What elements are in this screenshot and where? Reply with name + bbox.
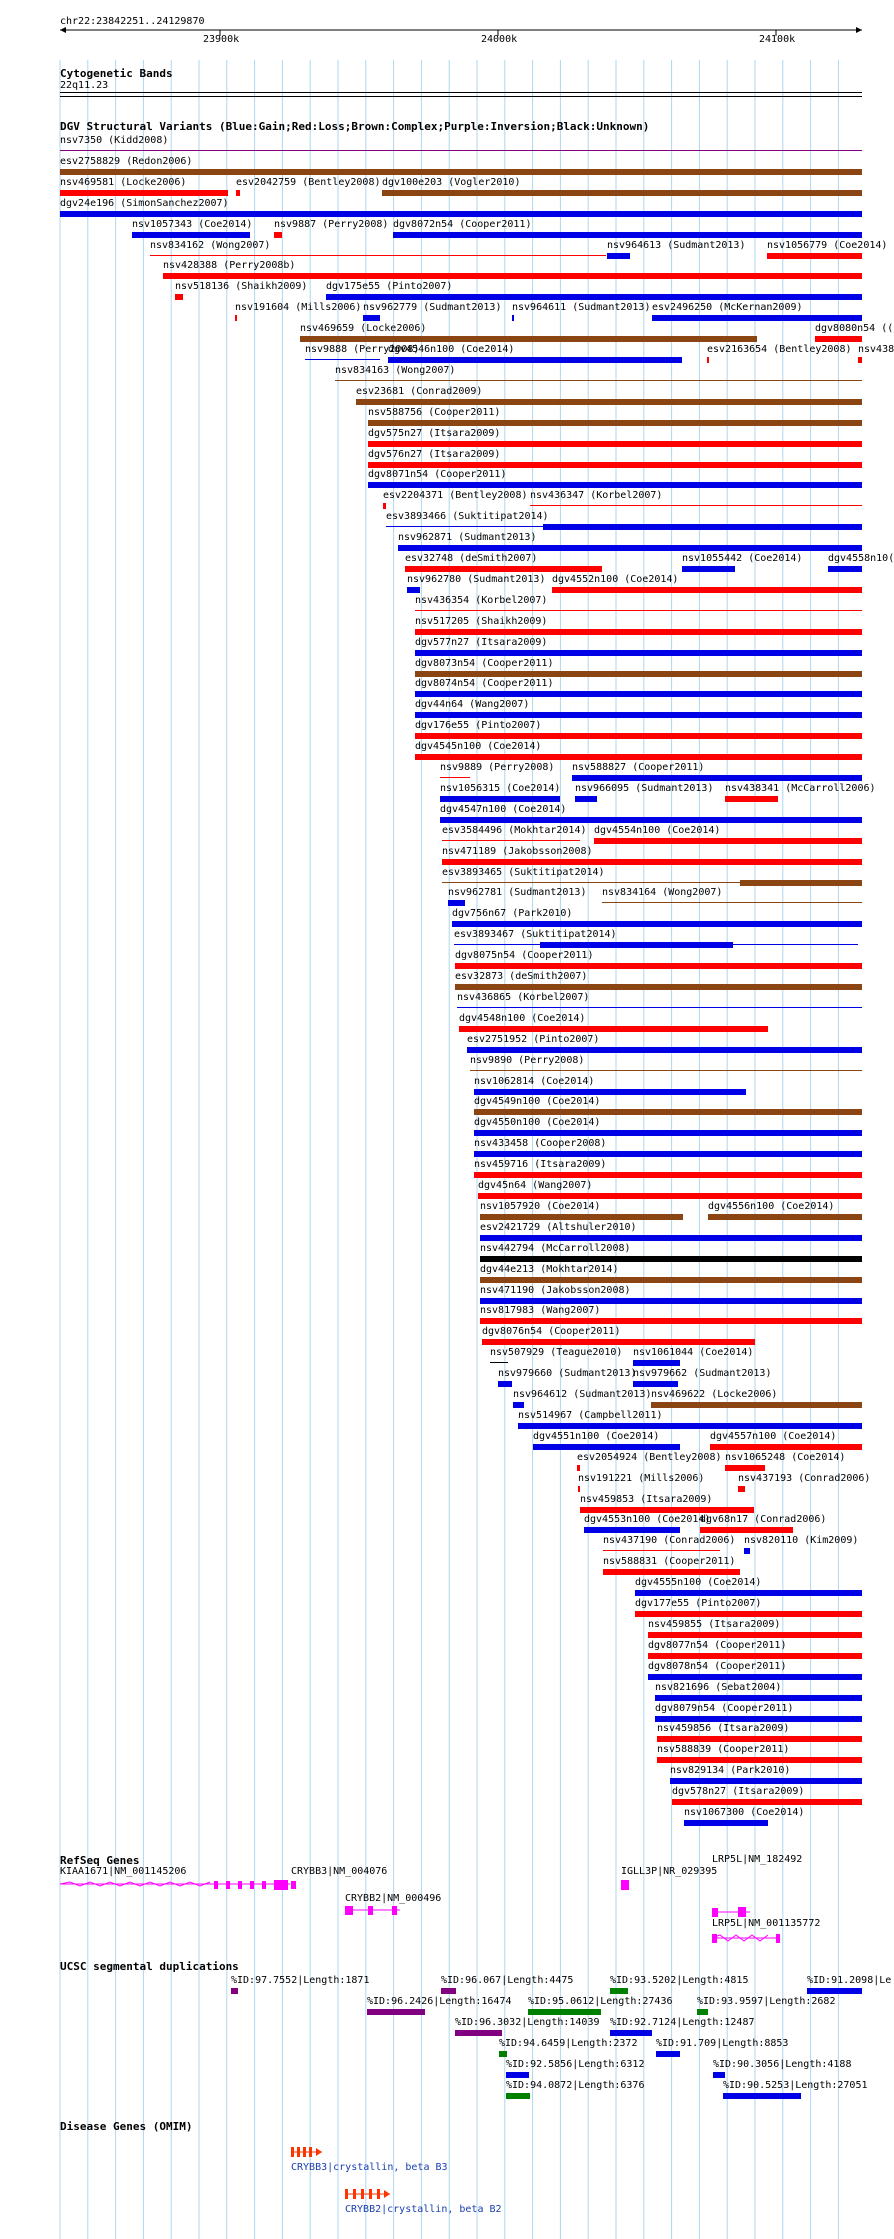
sv-label[interactable]: nsv820110 (Kim2009) <box>744 1535 859 1547</box>
exon <box>345 1906 353 1915</box>
sv-bar[interactable] <box>648 1632 862 1638</box>
sv-label[interactable]: nsv471190 (Jakobsson2008) <box>480 1284 631 1296</box>
sv-bar[interactable] <box>368 420 862 426</box>
sv-label[interactable]: nsv436347 (Korbel2007) <box>530 490 663 502</box>
sv-bar[interactable] <box>594 838 862 844</box>
sv-bar[interactable] <box>150 255 606 256</box>
sv-bar[interactable] <box>383 503 386 509</box>
sv-bar[interactable] <box>60 169 862 175</box>
segdup-bar[interactable] <box>807 1988 862 1994</box>
sv-bar[interactable] <box>467 1047 862 1053</box>
sv-label[interactable]: esv32748 (deSmith2007) <box>405 553 538 564</box>
exon <box>214 1881 218 1889</box>
sv-label[interactable]: dgv177e55 (Pinto2007) <box>635 1598 762 1609</box>
sv-bar[interactable] <box>415 691 862 697</box>
sv-label[interactable]: nsv438 <box>858 344 894 355</box>
segdup-bar[interactable] <box>697 2009 708 2015</box>
location-label: chr22:23842251..24129870 <box>60 16 205 27</box>
sv-bar[interactable] <box>655 1695 862 1701</box>
sv-bar[interactable] <box>652 315 862 321</box>
sv-label[interactable]: nsv1057343 (Coe2014) <box>132 218 253 230</box>
sv-bar[interactable] <box>540 942 733 948</box>
exon <box>238 1881 242 1889</box>
sv-bar[interactable] <box>708 1214 862 1220</box>
omim-gene-models <box>0 2140 890 2230</box>
sv-label[interactable]: esv2042759 (Bentley2008) <box>236 176 381 188</box>
segdup-bar[interactable] <box>528 2009 601 2015</box>
sv-label[interactable]: esv23681 (Conrad2009) <box>356 385 483 397</box>
sv-bar[interactable] <box>407 587 420 593</box>
sv-bar[interactable] <box>442 840 580 841</box>
sv-bar[interactable] <box>682 566 735 572</box>
sv-bar[interactable] <box>455 984 862 990</box>
exon <box>262 1881 266 1889</box>
sv-label[interactable]: esv2204371 (Bentley2008) <box>383 490 528 502</box>
sv-bar[interactable] <box>474 1130 862 1136</box>
sv-label[interactable]: nsv514967 (Campbell2011) <box>518 1409 663 1421</box>
segdup-label[interactable]: %ID:92.7124|Length:12487 <box>610 2017 755 2028</box>
segdup-label[interactable]: %ID:93.9597|Length:2682 <box>697 1996 836 2007</box>
sv-label[interactable]: dgv4557n100 (Coe2014) <box>710 1430 837 1442</box>
sv-bar[interactable] <box>452 921 862 927</box>
sv-label[interactable]: dgv8073n54 (Cooper2011) <box>415 657 554 669</box>
sv-bar[interactable] <box>474 1089 746 1095</box>
sv-label[interactable]: nsv469622 (Locke2006) <box>651 1389 778 1400</box>
sv-label[interactable]: nsv964612 (Sudmant2013) <box>513 1389 652 1400</box>
sv-label[interactable]: nsv9889 (Perry2008) <box>440 762 555 773</box>
sv-label[interactable]: nsv436354 (Korbel2007) <box>415 594 548 606</box>
sv-bar[interactable] <box>480 1298 862 1304</box>
sv-label[interactable]: nsv1055442 (Coe2014) <box>682 553 803 564</box>
sv-bar[interactable] <box>356 399 862 405</box>
sv-label[interactable]: nsv979662 (Sudmant2013) <box>633 1368 772 1380</box>
sv-bar[interactable] <box>635 1611 862 1617</box>
sv-label[interactable]: nsv433458 (Cooper2008) <box>474 1138 607 1150</box>
exon <box>712 1908 718 1917</box>
sv-label[interactable]: nsv9887 (Perry2008) <box>274 218 389 230</box>
sv-bar[interactable] <box>60 211 862 217</box>
sv-label[interactable]: dgv44n64 (Wang2007) <box>415 699 530 711</box>
sv-bar[interactable] <box>60 190 228 196</box>
segdup-bar[interactable] <box>499 2051 507 2057</box>
segdup-label[interactable]: %ID:93.5202|Length:4815 <box>610 1975 749 1986</box>
sv-label[interactable]: nsv191221 (Mills2006) <box>578 1472 705 1484</box>
sv-label[interactable]: dgv4558n10( <box>828 553 894 564</box>
sv-label[interactable]: nsv517205 (Shaikh2009) <box>415 615 548 627</box>
sv-bar[interactable] <box>470 1070 862 1071</box>
sv-label[interactable]: dgv44e213 (Mokhtar2014) <box>480 1263 619 1275</box>
cytoband-track-title: Cytogenetic Bands <box>60 67 173 80</box>
refseq-gene-models <box>0 1860 890 1960</box>
sv-bar[interactable] <box>415 610 862 611</box>
sv-bar[interactable] <box>274 232 282 238</box>
sv-label[interactable]: nsv834164 (Wong2007) <box>602 887 723 899</box>
sv-bar[interactable] <box>326 294 862 300</box>
sv-label[interactable]: nsv459716 (Itsara2009) <box>474 1159 607 1171</box>
omim-gene-label[interactable]: CRYBB2|crystallin, beta B2 <box>345 2204 502 2215</box>
segdup-bar[interactable] <box>441 1988 456 1994</box>
sv-bar[interactable] <box>725 1465 765 1471</box>
sv-label[interactable]: nsv7350 (Kidd2008) <box>60 135 169 146</box>
sv-label[interactable]: nsv1061044 (Coe2014) <box>633 1347 754 1359</box>
sv-label[interactable]: dgv4553n100 (Coe2014) <box>584 1514 711 1526</box>
sv-bar[interactable] <box>132 232 250 238</box>
sv-label[interactable]: dgv577n27 (Itsara2009) <box>415 636 548 648</box>
segdup-label[interactable]: %ID:91.2098|Le <box>807 1975 892 1986</box>
sv-label[interactable]: esv2054924 (Bentley2008) <box>577 1451 722 1463</box>
sv-bar[interactable] <box>415 650 862 656</box>
sv-label[interactable]: dgv4551n100 (Coe2014) <box>533 1430 660 1442</box>
sv-bar[interactable] <box>744 1548 750 1554</box>
exon <box>621 1880 629 1890</box>
sv-label[interactable]: dgv4545n100 (Coe2014) <box>415 741 542 753</box>
sv-bar[interactable] <box>648 1653 862 1659</box>
sv-bar[interactable] <box>657 1757 862 1763</box>
segdup-label[interactable]: %ID:90.5253|Length:27051 <box>723 2080 868 2091</box>
sv-bar[interactable] <box>603 1550 720 1551</box>
refseq-gene-label[interactable]: IGLL3P|NR_029395 <box>621 1866 718 1877</box>
segdup-bar[interactable] <box>656 2051 680 2057</box>
sv-label[interactable]: nsv979660 (Sudmant2013) <box>498 1368 637 1380</box>
sv-bar[interactable] <box>672 1799 862 1805</box>
sv-bar[interactable] <box>368 462 862 468</box>
sv-label[interactable]: dgv24e196 (SimonSanchez2007) <box>60 197 229 209</box>
sv-bar[interactable] <box>578 1486 580 1492</box>
sv-label[interactable]: dgv100e203 (Vogler2010) <box>382 176 521 188</box>
sv-bar[interactable] <box>670 1778 862 1784</box>
segdup-bar[interactable] <box>367 2009 425 2015</box>
sv-label[interactable]: nsv442794 (McCarroll2008) <box>480 1242 631 1254</box>
sv-label[interactable]: nsv962780 (Sudmant2013) <box>407 573 546 585</box>
exon <box>392 1906 397 1915</box>
sv-bar[interactable] <box>236 190 240 196</box>
refseq-gene-label[interactable]: CRYBB3|NM_004076 <box>291 1866 388 1877</box>
sv-bar[interactable] <box>457 1007 862 1008</box>
sv-label[interactable]: dgv4554n100 (Coe2014) <box>594 824 721 836</box>
omim-track-title: Disease Genes (OMIM) <box>60 2120 193 2133</box>
sv-bar[interactable] <box>498 1381 512 1387</box>
sv-label[interactable]: nsv962871 (Sudmant2013) <box>398 532 537 544</box>
sv-bar[interactable] <box>382 190 862 196</box>
segdup-label[interactable]: %ID:96.3032|Length:14039 <box>455 2017 600 2028</box>
ruler-left-arrow-icon <box>60 27 66 33</box>
sv-bar[interactable] <box>474 1151 862 1157</box>
sv-label[interactable]: dgv8077n54 (Cooper2011) <box>648 1639 787 1651</box>
sv-bar[interactable] <box>415 629 862 635</box>
sv-bar[interactable] <box>552 587 862 593</box>
sv-label[interactable]: dgv4549n100 (Coe2014) <box>474 1096 601 1108</box>
sv-label[interactable]: nsv9890 (Perry2008) <box>470 1054 585 1066</box>
sv-label[interactable]: dgv4547n100 (Coe2014) <box>440 803 567 815</box>
sv-bar[interactable] <box>363 315 380 321</box>
sv-bar[interactable] <box>700 1527 793 1533</box>
segdup-label[interactable]: %ID:91.709|Length:8853 <box>656 2038 789 2049</box>
sv-bar[interactable] <box>655 1716 862 1722</box>
sv-bar[interactable] <box>442 882 740 883</box>
exon <box>738 1907 746 1917</box>
sv-label[interactable]: nsv588756 (Cooper2011) <box>368 406 501 418</box>
exon <box>291 1881 296 1889</box>
sv-label[interactable]: dgv8075n54 (Cooper2011) <box>455 950 594 962</box>
sv-bar[interactable] <box>415 671 862 677</box>
sv-bar[interactable] <box>455 963 862 969</box>
sv-label[interactable]: dgv45n64 (Wang2007) <box>478 1180 593 1191</box>
sv-bar[interactable] <box>440 817 862 823</box>
sv-bar[interactable] <box>335 380 862 381</box>
sv-label[interactable]: dgv578n27 (Itsara2009) <box>672 1786 805 1798</box>
sv-bar[interactable] <box>480 1277 862 1283</box>
sv-label[interactable]: nsv428388 (Perry2008b) <box>163 260 296 272</box>
sv-label[interactable]: nsv459856 (Itsara2009) <box>657 1723 790 1735</box>
sv-bar[interactable] <box>684 1820 768 1826</box>
sv-bar[interactable] <box>393 232 862 238</box>
sv-bar[interactable] <box>607 253 630 259</box>
sv-label[interactable]: dgv4552n100 (Coe2014) <box>552 573 679 585</box>
sv-label[interactable]: dgv68n17 (Conrad2006) <box>700 1514 827 1526</box>
sv-label[interactable]: dgv8072n54 (Cooper2011) <box>393 218 532 230</box>
segdup-label[interactable]: %ID:92.5856|Length:6312 <box>506 2059 645 2070</box>
sv-label[interactable]: nsv438341 (McCarroll2006) <box>725 782 876 794</box>
sv-bar[interactable] <box>60 150 862 151</box>
sv-label[interactable]: nsv437190 (Conrad2006) <box>603 1535 736 1547</box>
sv-bar[interactable] <box>480 1318 862 1324</box>
sv-label[interactable]: nsv9888 (Perry2008) <box>305 344 420 355</box>
sv-label[interactable]: dgv8074n54 (Cooper2011) <box>415 678 554 690</box>
cytoband-band[interactable] <box>60 92 862 97</box>
sv-label[interactable]: esv2163654 (Bentley2008) <box>707 344 852 355</box>
sv-bar[interactable] <box>707 357 709 363</box>
sv-bar[interactable] <box>633 1360 680 1366</box>
sv-bar[interactable] <box>710 1444 862 1450</box>
sv-bar[interactable] <box>815 336 862 342</box>
sv-label[interactable]: nsv962779 (Sudmant2013) <box>363 302 502 314</box>
sv-label[interactable]: nsv469581 (Locke2006) <box>60 176 187 188</box>
sv-label[interactable]: dgv8079n54 (Cooper2011) <box>655 1702 794 1714</box>
sv-label[interactable]: dgv176e55 (Pinto2007) <box>415 720 542 732</box>
sv-bar[interactable] <box>388 357 682 363</box>
sv-label[interactable]: esv2421729 (Altshuler2010) <box>480 1221 637 1233</box>
tick-label: 24100k <box>759 34 796 45</box>
segdup-bar[interactable] <box>455 2030 502 2036</box>
sv-label[interactable]: dgv4555n100 (Coe2014) <box>635 1577 762 1589</box>
sv-label[interactable]: dgv8078n54 (Cooper2011) <box>648 1660 787 1672</box>
sv-label[interactable]: esv3893466 (Suktitipat2014) <box>386 511 549 523</box>
sv-label[interactable]: nsv962781 (Sudmant2013) <box>448 887 587 899</box>
sv-label[interactable]: esv2751952 (Pinto2007) <box>467 1033 600 1045</box>
sv-bar[interactable] <box>603 1569 740 1575</box>
sv-label[interactable]: dgv4550n100 (Coe2014) <box>474 1117 601 1129</box>
sv-label[interactable]: dgv4548n100 (Coe2014) <box>459 1012 586 1024</box>
sv-label[interactable]: nsv588839 (Cooper2011) <box>657 1744 790 1756</box>
sv-label[interactable]: nsv588827 (Cooper2011) <box>572 762 705 773</box>
dgv-track-title: DGV Structural Variants (Blue:Gain;Red:Loss;Brown:Complex;Purple:Inversion;Black:Unknown) <box>60 120 650 133</box>
sv-bar[interactable] <box>235 315 237 321</box>
sv-bar[interactable] <box>474 1172 862 1178</box>
sv-bar[interactable] <box>459 1026 768 1032</box>
sv-bar[interactable] <box>635 1590 862 1596</box>
segdup-label[interactable]: %ID:94.6459|Length:2372 <box>499 2038 638 2049</box>
sv-label[interactable]: nsv588831 (Cooper2011) <box>603 1556 736 1568</box>
sv-bar[interactable] <box>175 294 183 300</box>
sv-label[interactable]: esv3893465 (Suktitipat2014) <box>442 866 605 878</box>
sv-bar[interactable] <box>584 1527 680 1533</box>
sv-label[interactable]: dgv4556n100 (Coe2014) <box>708 1200 835 1212</box>
sv-bar[interactable] <box>767 253 862 259</box>
segdup-label[interactable]: %ID:95.0612|Length:27436 <box>528 1996 673 2007</box>
segdup-bar[interactable] <box>610 2030 652 2036</box>
sv-label[interactable]: dgv576n27 (Itsara2009) <box>368 448 501 460</box>
sv-bar[interactable] <box>740 880 862 886</box>
sv-label[interactable]: nsv459855 (Itsara2009) <box>648 1618 781 1630</box>
sv-bar[interactable] <box>305 359 380 360</box>
ruler <box>0 24 890 48</box>
sv-bar[interactable] <box>480 1214 683 1220</box>
sv-bar[interactable] <box>415 754 862 760</box>
sv-bar[interactable] <box>577 1465 580 1471</box>
sv-bar[interactable] <box>415 712 862 718</box>
sv-label[interactable]: dgv175e55 (Pinto2007) <box>326 281 453 293</box>
sv-label[interactable]: esv2496250 (McKernan2009) <box>652 302 803 314</box>
sv-bar[interactable] <box>828 566 862 572</box>
sv-label[interactable]: dgv575n27 (Itsara2009) <box>368 427 501 439</box>
refseq-gene-label[interactable]: LRP5L|NM_182492 <box>712 1854 803 1865</box>
sv-label[interactable]: esv3584496 (Mokhtar2014) <box>442 824 587 836</box>
segdup-track-title: UCSC segmental duplications <box>60 1960 239 1973</box>
segdup-bar[interactable] <box>610 1988 628 1994</box>
sv-label[interactable]: nsv834163 (Wong2007) <box>335 364 456 376</box>
sv-label[interactable]: nsv1062814 (Coe2014) <box>474 1075 595 1087</box>
ruler-right-arrow-icon <box>856 27 862 33</box>
exon <box>274 1880 288 1890</box>
sv-bar[interactable] <box>575 796 597 802</box>
sv-bar[interactable] <box>368 441 862 447</box>
cytoband-label: 22q11.23 <box>60 80 109 91</box>
segdup-label[interactable]: %ID:94.0872|Length:6376 <box>506 2080 645 2091</box>
sv-bar[interactable] <box>648 1674 862 1680</box>
sv-bar[interactable] <box>513 1402 524 1408</box>
sv-label[interactable]: nsv1067300 (Coe2014) <box>684 1807 805 1818</box>
segdup-label[interactable]: %ID:96.067|Length:4475 <box>441 1975 574 1986</box>
segdup-bar[interactable] <box>506 2093 530 2099</box>
sv-label[interactable]: esv3893467 (Suktitipat2014) <box>454 929 617 941</box>
sv-label[interactable]: nsv964611 (Sudmant2013) <box>512 302 651 314</box>
segdup-bar[interactable] <box>506 2072 529 2078</box>
exon <box>368 1906 373 1915</box>
sv-label[interactable]: nsv436865 (Korbel2007) <box>457 991 590 1003</box>
sv-label[interactable]: dgv4546n100 (Coe2014) <box>388 344 515 355</box>
exon <box>712 1934 717 1943</box>
sv-bar[interactable] <box>478 1193 862 1199</box>
sv-bar[interactable] <box>580 1507 754 1513</box>
sv-bar[interactable] <box>448 900 465 906</box>
sv-label[interactable]: nsv1056315 (Coe2014) <box>440 782 561 794</box>
sv-bar[interactable] <box>518 1423 862 1429</box>
sv-label[interactable]: esv2758829 (Redon2006) <box>60 155 193 167</box>
sv-bar[interactable] <box>480 1256 862 1262</box>
sv-bar[interactable] <box>657 1736 862 1742</box>
sv-label[interactable]: nsv1056779 (Coe2014) <box>767 239 888 251</box>
sv-bar[interactable] <box>482 1339 755 1345</box>
sv-bar[interactable] <box>440 796 560 802</box>
sv-label[interactable]: dgv8071n54 (Cooper2011) <box>368 469 507 481</box>
segdup-label[interactable]: %ID:96.2426|Length:16474 <box>367 1996 512 2007</box>
sv-label[interactable]: nsv829134 (Park2010) <box>670 1765 791 1777</box>
sv-bar[interactable] <box>415 733 862 739</box>
sv-label[interactable]: nsv964613 (Sudmant2013) <box>607 239 746 251</box>
sv-label[interactable]: nsv469659 (Locke2006) <box>300 323 427 335</box>
sv-label[interactable]: nsv821696 (Sebat2004) <box>655 1681 782 1693</box>
sv-label[interactable]: nsv459853 (Itsara2009) <box>580 1493 713 1505</box>
sv-bar[interactable] <box>543 524 862 530</box>
sv-bar[interactable] <box>651 1402 862 1408</box>
sv-label[interactable]: nsv471189 (Jakobsson2008) <box>442 845 593 857</box>
sv-bar[interactable] <box>398 545 862 551</box>
refseq-gene-label[interactable]: KIAA1671|NM_001145206 <box>60 1866 187 1877</box>
tick-label: 23900k <box>203 34 240 45</box>
sv-bar[interactable] <box>300 336 757 342</box>
omim-gene-label[interactable]: CRYBB3|crystallin, beta B3 <box>291 2162 448 2173</box>
sv-bar[interactable] <box>512 315 514 321</box>
sv-bar[interactable] <box>474 1109 862 1115</box>
sv-bar[interactable] <box>163 273 862 279</box>
segdup-label[interactable]: %ID:90.3056|Length:4188 <box>713 2059 852 2070</box>
refseq-gene-label[interactable]: CRYBB2|NM_000496 <box>345 1893 442 1904</box>
sv-bar[interactable] <box>572 775 862 781</box>
sv-label[interactable]: dgv756n67 (Park2010) <box>452 908 573 920</box>
segdup-bar[interactable] <box>713 2072 725 2078</box>
sv-label[interactable]: nsv966095 (Sudmant2013) <box>575 782 714 794</box>
sv-bar[interactable] <box>440 777 470 778</box>
sv-bar[interactable] <box>405 566 602 572</box>
sv-label[interactable]: nsv518136 (Shaikh2009) <box>175 281 308 293</box>
tick-label: 24000k <box>481 34 518 45</box>
sv-bar[interactable] <box>858 357 862 363</box>
segdup-bar[interactable] <box>723 2093 801 2099</box>
sv-label[interactable]: dgv8076n54 (Cooper2011) <box>482 1326 621 1338</box>
exon <box>776 1934 780 1943</box>
segdup-label[interactable]: %ID:97.7552|Length:1871 <box>231 1975 370 1986</box>
sv-label[interactable]: nsv817983 (Wang2007) <box>480 1305 601 1317</box>
sv-label[interactable]: nsv507929 (Teague2010) <box>490 1347 623 1359</box>
sv-label[interactable]: esv32873 (deSmith2007) <box>455 971 588 982</box>
refseq-track-title: RefSeq Genes <box>60 1854 140 1867</box>
sv-label[interactable]: nsv834162 (Wong2007) <box>150 239 271 251</box>
refseq-gene-label[interactable]: LRP5L|NM_001135772 <box>712 1918 821 1929</box>
sv-bar[interactable] <box>533 1444 680 1450</box>
sv-bar[interactable] <box>368 482 862 488</box>
segdup-bar[interactable] <box>231 1988 238 1994</box>
sv-label[interactable]: nsv1057920 (Coe2014) <box>480 1200 601 1212</box>
sv-bar[interactable] <box>633 1381 678 1387</box>
sv-bar[interactable] <box>490 1362 508 1363</box>
sv-bar[interactable] <box>530 505 862 506</box>
exon <box>250 1881 254 1889</box>
sv-label[interactable]: nsv437193 (Conrad2006) <box>738 1472 871 1484</box>
sv-bar[interactable] <box>442 859 862 865</box>
sv-bar[interactable] <box>480 1235 862 1241</box>
sv-label[interactable]: nsv1065248 (Coe2014) <box>725 1451 846 1463</box>
exon <box>226 1881 230 1889</box>
sv-bar[interactable] <box>725 796 778 802</box>
sv-bar[interactable] <box>602 902 862 903</box>
sv-label[interactable]: dgv8080n54 (( <box>815 323 894 335</box>
sv-bar[interactable] <box>738 1486 745 1492</box>
sv-label[interactable]: nsv191604 (Mills2006) <box>235 302 362 314</box>
